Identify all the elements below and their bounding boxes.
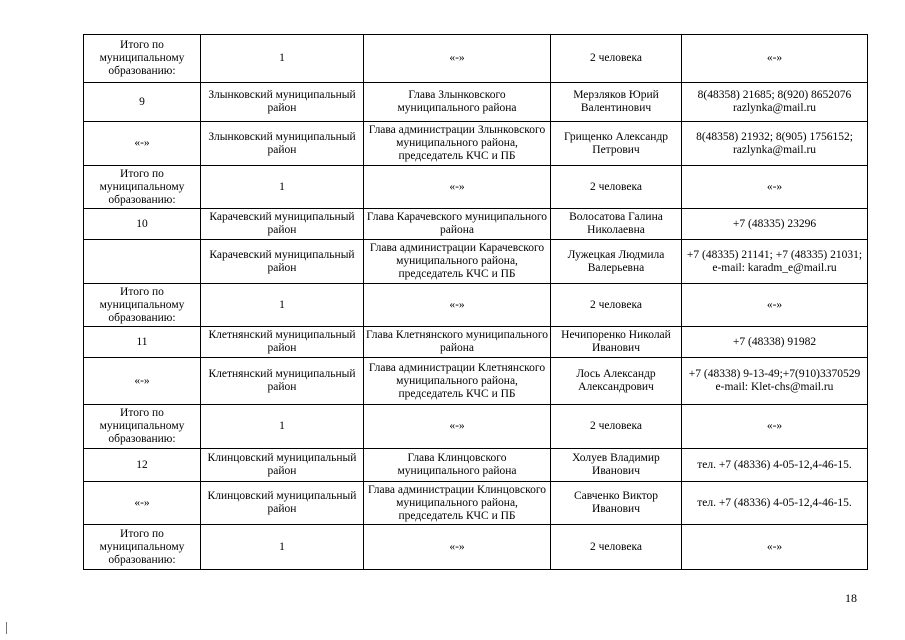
cell-contacts: +7 (48335) 23296: [682, 209, 868, 240]
cell-person: 2 человека: [551, 166, 682, 209]
scan-margin-mark: [6, 622, 7, 634]
cell-contacts: «-»: [682, 166, 868, 209]
table-row: [84, 482, 868, 525]
cell-district: 1: [201, 525, 364, 570]
cell-district: Злынковский муниципальный район: [201, 122, 364, 166]
cell-district: Клинцовский муниципальный район: [201, 482, 364, 525]
cell-position: «-»: [364, 35, 551, 83]
cell-number: «-»: [84, 482, 201, 525]
cell-district: 1: [201, 35, 364, 83]
table-row: [84, 240, 868, 284]
cell-person: Лось Александр Александрович: [551, 358, 682, 405]
cell-person: 2 человека: [551, 525, 682, 570]
cell-district: Клетнянский муниципальный район: [201, 358, 364, 405]
table-row: [84, 122, 868, 166]
table-body: [84, 35, 868, 570]
cell-contacts: 8(48358) 21685; 8(920) 8652076 razlynka@mail.ru: [682, 83, 868, 122]
cell-person: Грищенко Александр Петрович: [551, 122, 682, 166]
cell-position: «-»: [364, 284, 551, 327]
cell-position: Глава Злынковского муниципального района: [364, 83, 551, 122]
cell-person: Мерзляков Юрий Валентинович: [551, 83, 682, 122]
cell-district: 1: [201, 284, 364, 327]
cell-contacts: «-»: [682, 525, 868, 570]
cell-district: 1: [201, 405, 364, 449]
table-row: [84, 209, 868, 240]
cell-position: Глава Клинцовского муниципального района: [364, 449, 551, 482]
table-row: [84, 284, 868, 327]
cell-person: 2 человека: [551, 284, 682, 327]
cell-number: «-»: [84, 122, 201, 166]
cell-person: Холуев Владимир Иванович: [551, 449, 682, 482]
page-number: 18: [845, 591, 857, 605]
cell-number: «-»: [84, 358, 201, 405]
contacts-table: [83, 34, 868, 570]
cell-number: 11: [84, 327, 201, 358]
cell-district: Клинцовский муниципальный район: [201, 449, 364, 482]
cell-contacts: +7 (48338) 91982: [682, 327, 868, 358]
table-row: [84, 405, 868, 449]
cell-contacts: «-»: [682, 284, 868, 327]
cell-contacts: тел. +7 (48336) 4-05-12,4-46-15.: [682, 449, 868, 482]
cell-position: Глава Карачевского муниципального района: [364, 209, 551, 240]
cell-position: Глава администрации Клинцовского муниципального района, председатель КЧС и ПБ: [364, 482, 551, 525]
cell-position: «-»: [364, 525, 551, 570]
cell-number: Итого по муниципальному образованию:: [84, 166, 201, 209]
cell-number: Итого по муниципальному образованию:: [84, 284, 201, 327]
cell-contacts: «-»: [682, 35, 868, 83]
cell-person: 2 человека: [551, 405, 682, 449]
table-row: [84, 35, 868, 83]
cell-person: Нечипоренко Николай Иванович: [551, 327, 682, 358]
cell-position: Глава администрации Злынковского муниципального района, председатель КЧС и ПБ: [364, 122, 551, 166]
cell-contacts: +7 (48338) 9-13-49;+7(910)3370529 e-mail: Klet-chs@mail.ru: [682, 358, 868, 405]
table-row: [84, 83, 868, 122]
cell-person: Лужецкая Людмила Валерьевна: [551, 240, 682, 284]
cell-number: 10: [84, 209, 201, 240]
cell-contacts: +7 (48335) 21141; +7 (48335) 21031; e-mail: karadm_e@mail.ru: [682, 240, 868, 284]
cell-position: Глава Клетнянского муниципального района: [364, 327, 551, 358]
cell-position: «-»: [364, 405, 551, 449]
table-row: [84, 449, 868, 482]
table-row: [84, 525, 868, 570]
cell-position: Глава администрации Клетнянского муниципального района, председатель КЧС и ПБ: [364, 358, 551, 405]
cell-person: 2 человека: [551, 35, 682, 83]
table-row: [84, 166, 868, 209]
cell-district: Карачевский муниципальный район: [201, 209, 364, 240]
cell-number: 12: [84, 449, 201, 482]
cell-contacts: 8(48358) 21932; 8(905) 1756152; razlynka@mail.ru: [682, 122, 868, 166]
cell-number: 9: [84, 83, 201, 122]
cell-number: [84, 240, 201, 284]
cell-contacts: «-»: [682, 405, 868, 449]
cell-number: Итого по муниципальному образованию:: [84, 405, 201, 449]
table-row: [84, 358, 868, 405]
cell-number: Итого по муниципальному образованию:: [84, 525, 201, 570]
cell-district: Карачевский муниципальный район: [201, 240, 364, 284]
cell-person: Савченко Виктор Иванович: [551, 482, 682, 525]
table-row: [84, 327, 868, 358]
cell-district: Клетнянский муниципальный район: [201, 327, 364, 358]
cell-contacts: тел. +7 (48336) 4-05-12,4-46-15.: [682, 482, 868, 525]
cell-number: Итого по муниципальному образованию:: [84, 35, 201, 83]
cell-person: Волосатова Галина Николаевна: [551, 209, 682, 240]
cell-position: «-»: [364, 166, 551, 209]
cell-district: Злынковский муниципальный район: [201, 83, 364, 122]
cell-district: 1: [201, 166, 364, 209]
cell-position: Глава администрации Карачевского муниципального района, председатель КЧС и ПБ: [364, 240, 551, 284]
